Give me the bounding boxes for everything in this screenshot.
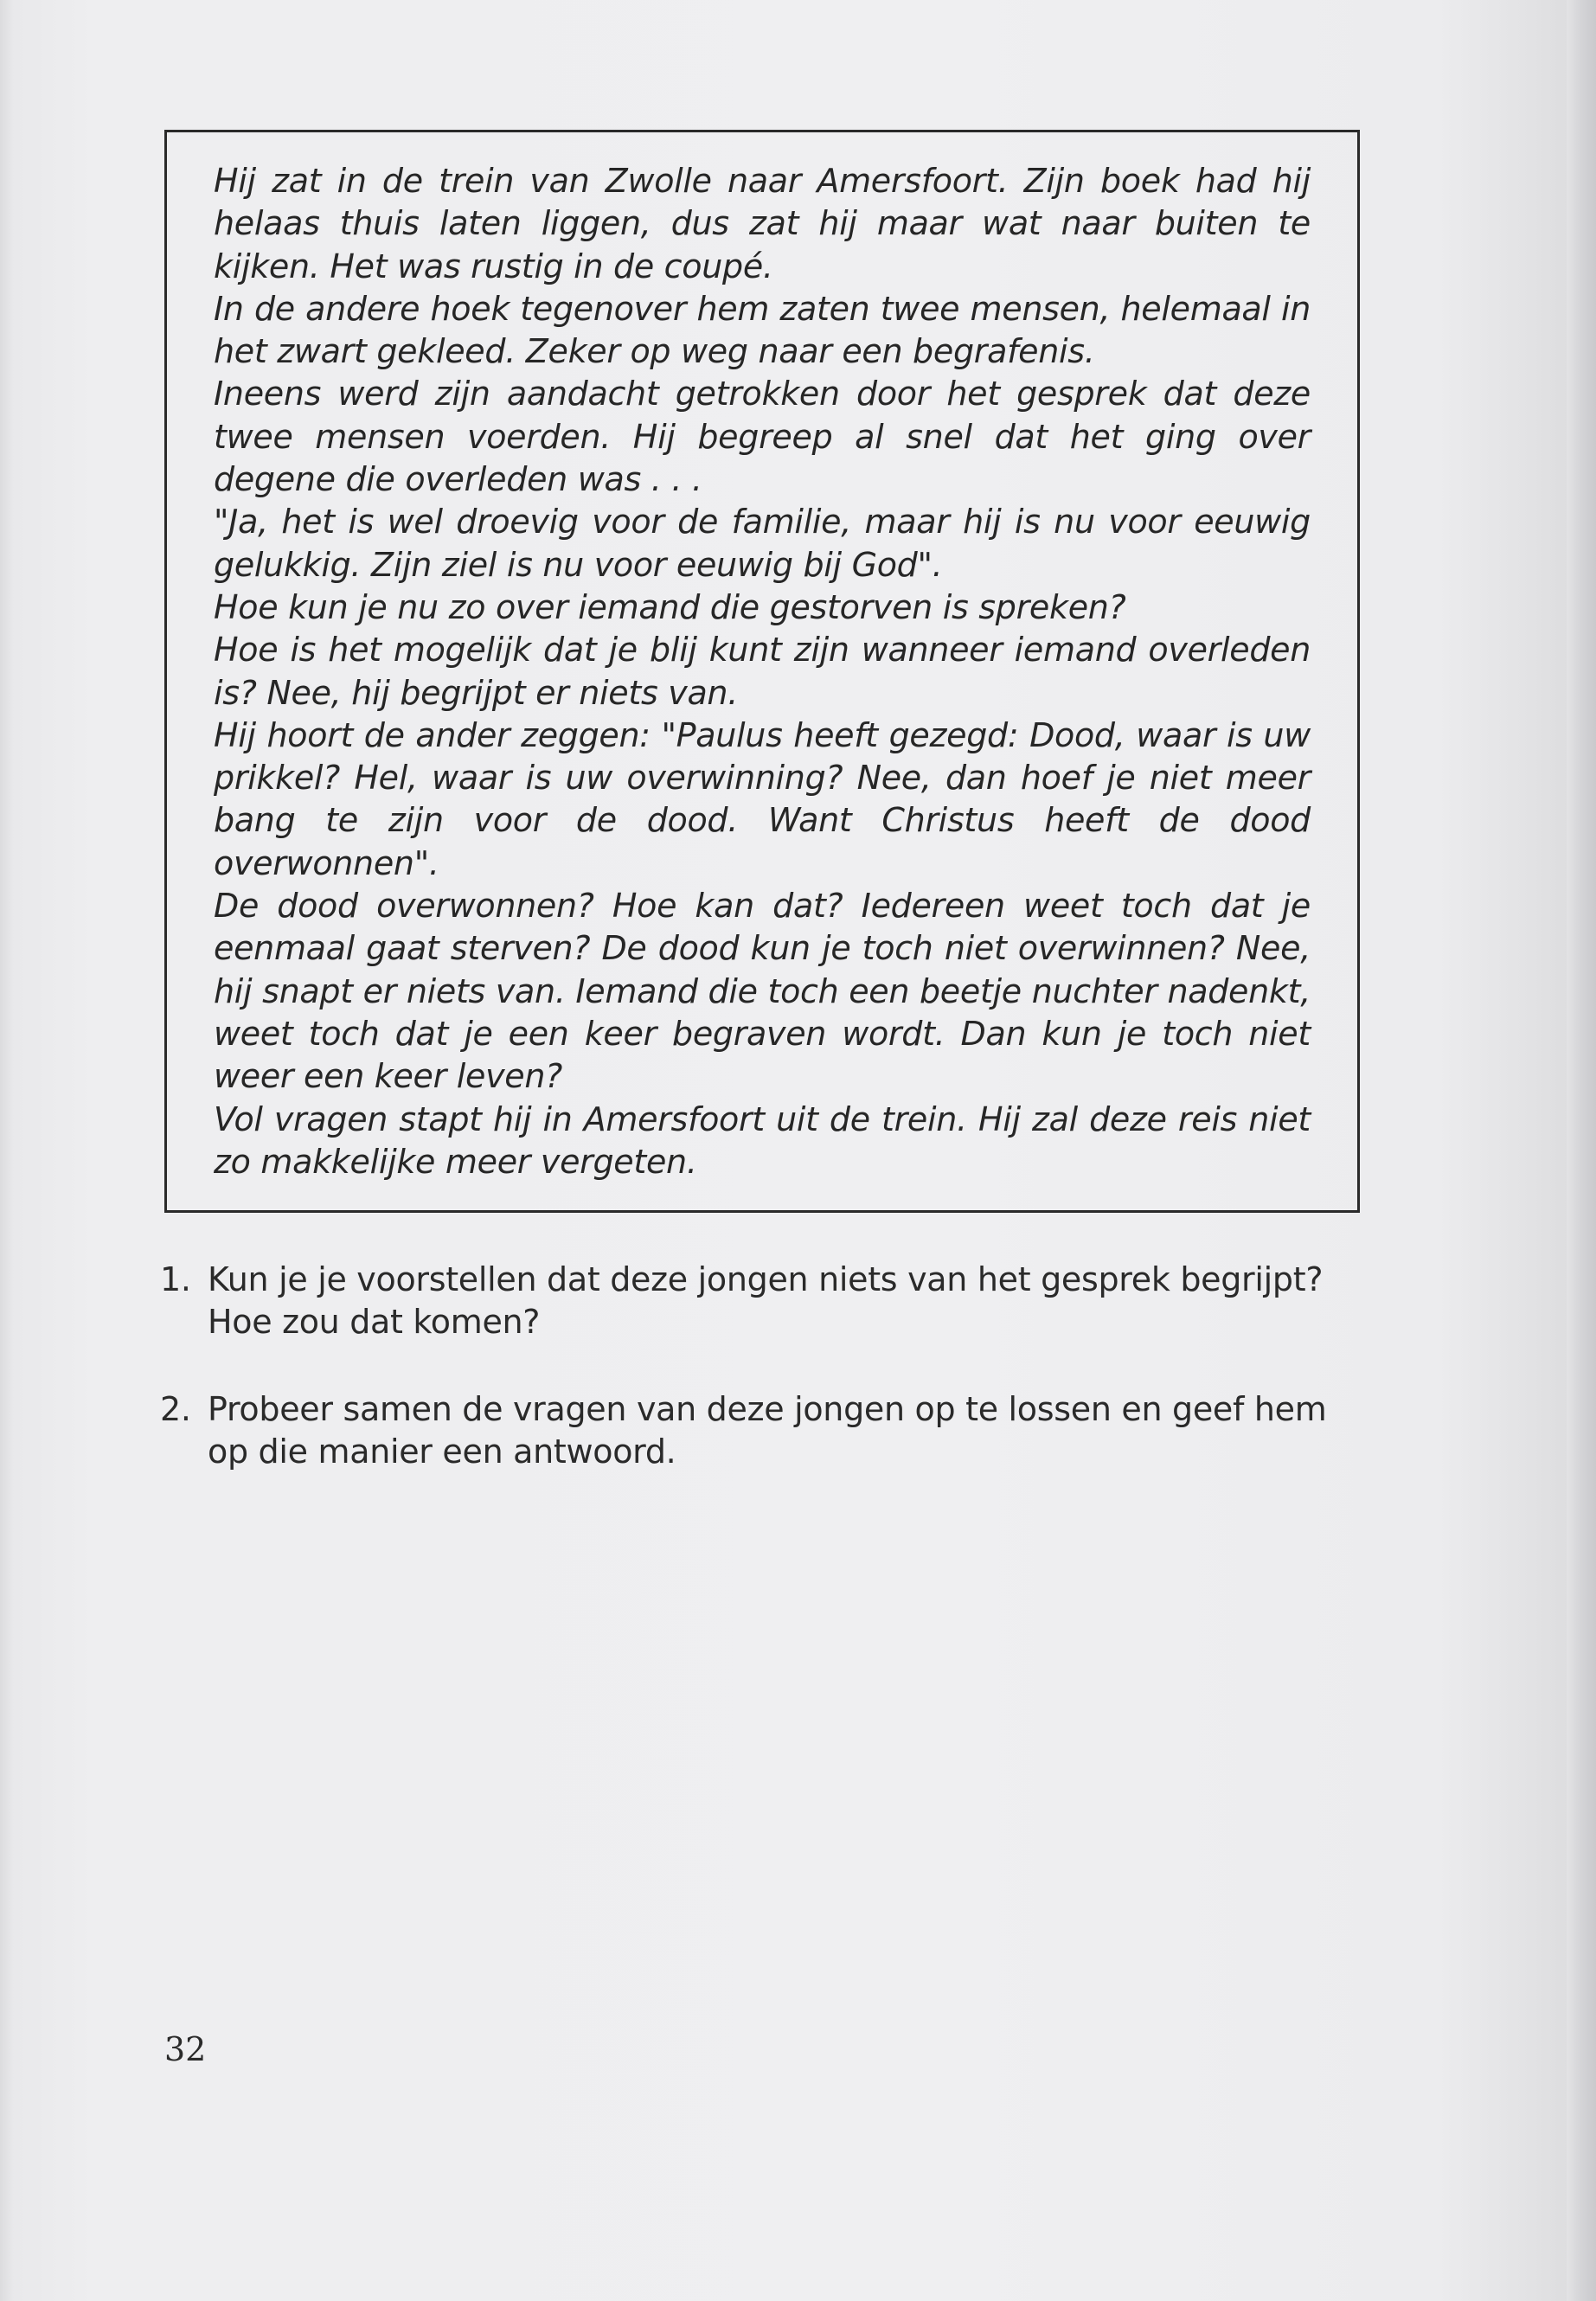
story-text-box xyxy=(164,130,1360,1213)
story-paragraph: "Ja, het is wel droevig voor de familie, maar hij is nu voor eeuwig gelukkig. Zijn ziel is nu voor eeuwig bij God". xyxy=(214,503,1311,584)
story-paragraph: Vol vragen stapt hij in Amersfoort uit de trein. Hij zal deze reis niet zo makkelijke meer vergeten. xyxy=(214,1099,1311,1181)
story-paragraph: Hij zat in de trein van Zwolle naar Amersfoort. Zijn boek had hij helaas thuis laten liggen, dus zat hij maar wat naar buiten te kijken. Het was rustig in de coupé. xyxy=(214,162,1311,285)
question-list xyxy=(160,1259,1371,1473)
story-paragraph: Hoe is het mogelijk dat je blij kunt zijn wanneer iemand overleden is? Nee, hij begrijpt er niets van. xyxy=(214,631,1311,712)
question-item xyxy=(160,1388,1371,1473)
page-left-edge-shadow xyxy=(0,0,14,2301)
story-paragraph: Ineens werd zijn aandacht getrokken door het gesprek dat deze twee mensen voerden. Hij begreep al snel dat het ging over degene die overleden was . . . xyxy=(214,375,1311,499)
story-paragraph: De dood overwonnen? Hoe kan dat? Iedereen weet toch dat je eenmaal gaat sterven? De dood kun je toch niet overwinnen? Nee, hij snapt er niets van. Iemand die toch een beetje nuchter nadenkt, weet toch dat je een keer begraven wordt. Dan kun je toch niet weer een keer leven? xyxy=(214,887,1311,1096)
question-item xyxy=(160,1259,1371,1343)
question-number: 2. xyxy=(160,1390,191,1428)
page-number: 32 xyxy=(164,2030,207,2068)
story-paragraph: In de andere hoek tegenover hem zaten twee mensen, helemaal in het zwart gekleed. Zeker op weg naar een begrafenis. xyxy=(214,289,1311,371)
question-number: 1. xyxy=(160,1260,191,1298)
question-text: Probeer samen de vragen van deze jongen op te lossen en geef hem op die manier een antwoord. xyxy=(208,1390,1327,1471)
story-paragraph: Hij hoort de ander zeggen: "Paulus heeft gezegd: Dood, waar is uw prikkel? Hel, waar is uw overwinning? Nee, dan hoef je niet meer bang te zijn voor de dood. Want Christus heeft de dood overwonnen". xyxy=(214,715,1311,882)
page-right-edge-shadow xyxy=(1567,0,1596,2301)
story-paragraph: Hoe kun je nu zo over iemand die gestorven is spreken? xyxy=(214,587,1126,626)
question-text: Kun je je voorstellen dat deze jongen niets van het gesprek begrijpt? Hoe zou dat komen? xyxy=(208,1260,1324,1341)
